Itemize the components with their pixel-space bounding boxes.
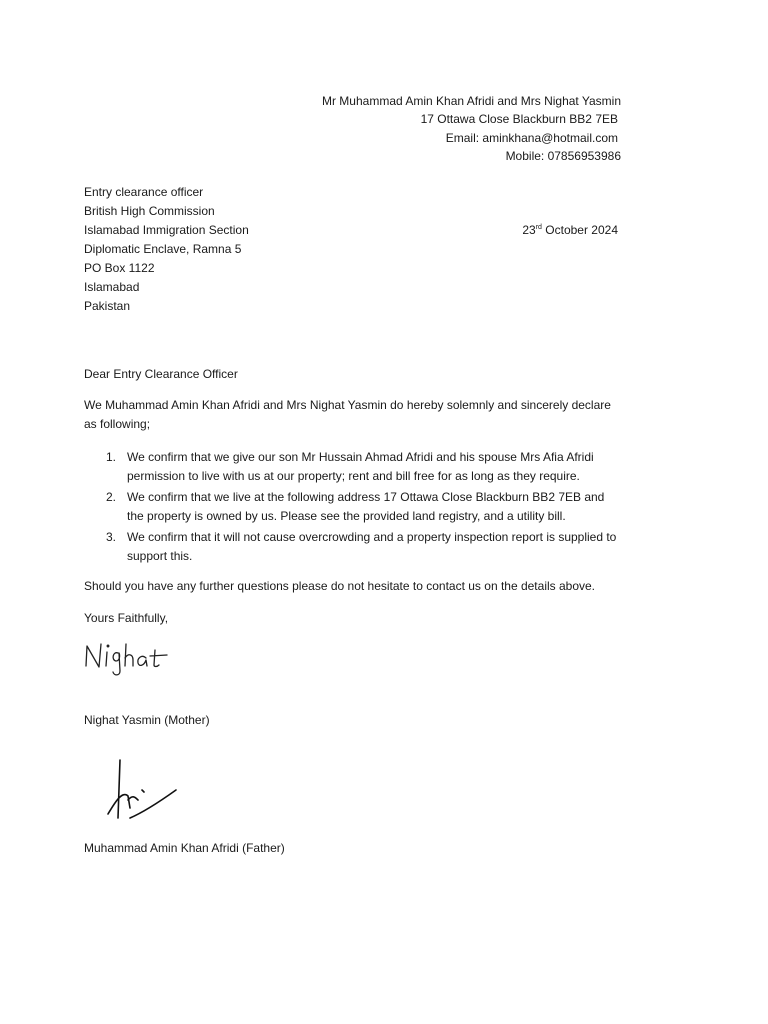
declarations-list	[84, 448, 624, 568]
mother-signature	[80, 638, 180, 680]
father-signature	[100, 756, 182, 826]
list-item-number: 2.	[106, 490, 117, 504]
recipient-line: Islamabad	[84, 280, 140, 294]
recipient-line: Pakistan	[84, 299, 131, 313]
mother-name: Nighat Yasmin (Mother)	[84, 713, 210, 727]
recipient-line: Islamabad Immigration Section	[84, 223, 249, 237]
recipient-line: PO Box 1122	[84, 261, 155, 275]
list-item	[84, 528, 624, 566]
list-item-text: We confirm that we give our son Mr Hussain Ahmad Afridi and his spouse Mrs Afia Afridi permission to live with us at our property; rent and bill free for as long as they require.	[127, 450, 594, 483]
letter-date	[522, 222, 618, 238]
intro-paragraph: We Muhammad Amin Khan Afridi and Mrs Nighat Yasmin do hereby solemnly and sincerely declare as following;	[84, 398, 611, 431]
date-suffix: rd	[535, 224, 542, 231]
list-item	[84, 488, 624, 526]
salutation: Dear Entry Clearance Officer	[84, 367, 238, 381]
father-name: Muhammad Amin Khan Afridi (Father)	[84, 841, 285, 855]
list-item-number: 3.	[106, 530, 117, 544]
sign-off: Yours Faithfully,	[84, 611, 169, 625]
date-day: 23	[522, 223, 536, 237]
recipient-line: Entry clearance officer	[84, 185, 204, 199]
closing-note: Should you have any further questions please do not hesitate to contact us on the details above.	[84, 579, 596, 593]
recipient-line: British High Commission	[84, 204, 215, 218]
sender-address: 17 Ottawa Close Blackburn BB2 7EB	[420, 112, 618, 126]
list-item	[84, 448, 624, 486]
sender-names: Mr Muhammad Amin Khan Afridi and Mrs Nighat Yasmin	[321, 94, 621, 108]
list-item-text: We confirm that it will not cause overcrowding and a property inspection report is supplied to support this.	[127, 530, 617, 563]
list-item-text: We confirm that we live at the following address 17 Ottawa Close Blackburn BB2 7EB and the property is owned by us. Please see the provided land registry, and a utility bill.	[127, 490, 605, 523]
sender-email: Email: aminkhana@hotmail.com	[445, 131, 618, 145]
list-item-number: 1.	[106, 450, 117, 464]
date-rest: October 2024	[545, 223, 618, 237]
sender-mobile: Mobile: 07856953986	[505, 149, 621, 163]
recipient-line: Diplomatic Enclave, Ramna 5	[84, 242, 242, 256]
